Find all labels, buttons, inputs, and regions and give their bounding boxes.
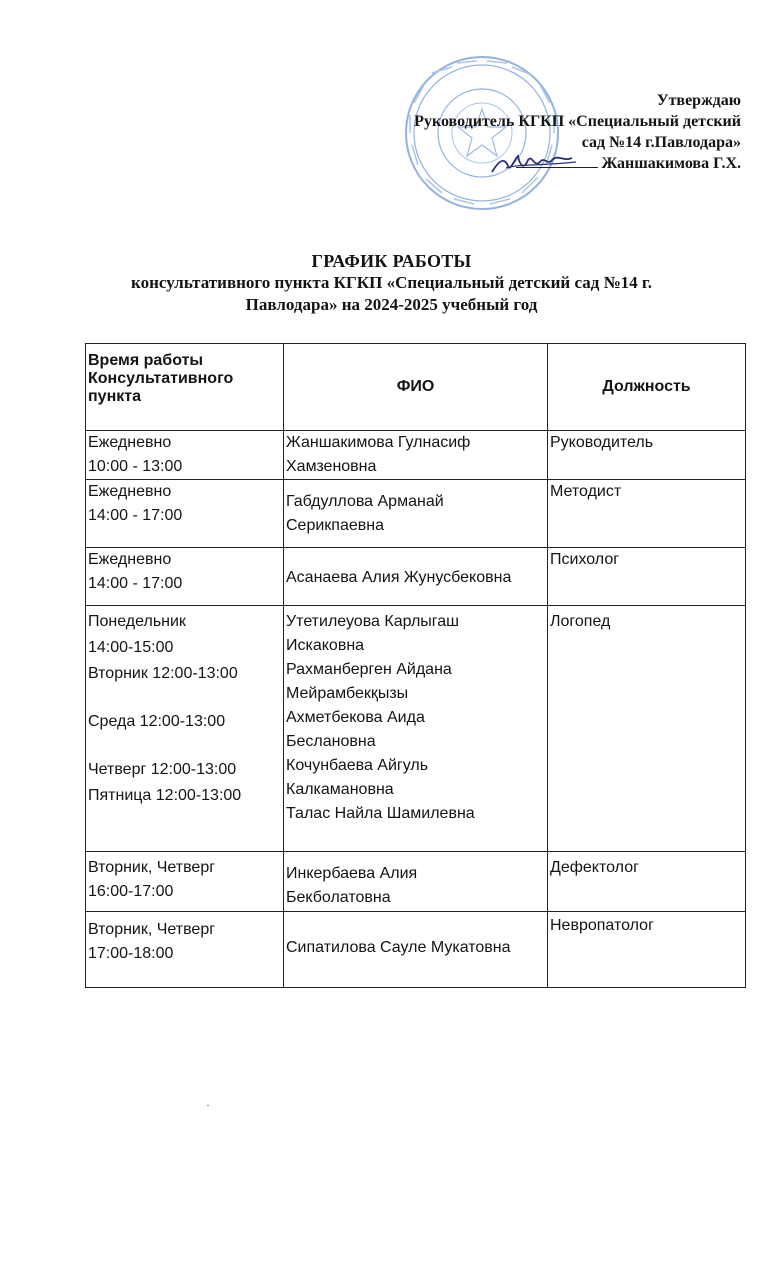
name-line: Инкербаева Алия	[286, 865, 418, 882]
header-work-time	[86, 344, 284, 431]
header-work-time-line2: Консультативного	[88, 370, 234, 387]
title-subtitle-line1: консультативного пункта КГКП «Специальный детский сад №14 г.	[131, 273, 652, 292]
approval-signatory: Жаншакимова Г.Х.	[601, 155, 741, 172]
position-cell: Логопед	[548, 606, 746, 852]
name-line: Габдуллова Арманай	[286, 493, 444, 510]
header-fullname: ФИО	[284, 344, 548, 431]
header-position: Должность	[548, 344, 746, 431]
name-line: Бекболатовна	[286, 889, 391, 906]
table-row	[86, 548, 746, 606]
position-cell: Методист	[548, 480, 746, 548]
table-row	[86, 606, 746, 852]
time-line: Ежедневно	[88, 551, 172, 568]
time-cell	[86, 852, 284, 912]
time-line: 10:00 - 13:00	[88, 458, 183, 475]
name-cell	[284, 480, 548, 548]
name-cell	[284, 548, 548, 606]
name-line: Рахманберген Айдана	[286, 661, 452, 678]
name-line: Жаншакимова Гулнасиф	[286, 434, 471, 451]
name-cell	[284, 852, 548, 912]
table-header-row	[86, 344, 746, 431]
name-line: Асанаева Алия Жунусбековна	[286, 569, 512, 586]
header-work-time-line3: пункта	[88, 388, 141, 405]
time-cell	[86, 606, 284, 852]
time-cell	[86, 912, 284, 988]
title-heading: ГРАФИК РАБОТЫ	[311, 251, 472, 271]
time-line: Вторник, Четверг	[88, 859, 216, 876]
name-line: Калкамановна	[286, 781, 394, 798]
time-line: 14:00 - 17:00	[88, 507, 183, 524]
approval-position: Руководитель КГКП «Специальный детский	[414, 113, 741, 130]
time-line: Среда 12:00-13:00	[88, 713, 226, 730]
table-row	[86, 852, 746, 912]
time-line: 17:00-18:00	[88, 945, 174, 962]
table-row	[86, 480, 746, 548]
name-cell	[284, 606, 548, 852]
name-line: Искаковна	[286, 637, 365, 654]
time-cell	[86, 548, 284, 606]
time-line: Ежедневно	[88, 434, 172, 451]
position-cell: Руководитель	[548, 431, 746, 480]
time-line: Пятница 12:00-13:00	[88, 787, 242, 804]
scan-artifact	[207, 1105, 209, 1106]
name-cell	[284, 912, 548, 988]
name-line: Серикпаевна	[286, 517, 384, 534]
position-cell: Невропатолог	[548, 912, 746, 988]
approval-organization: сад №14 г.Павлодара»	[581, 134, 741, 151]
time-line: Вторник, Четверг	[88, 921, 216, 938]
table-row	[86, 431, 746, 480]
name-line: Кочунбаева Айгуль	[286, 757, 429, 774]
name-line: Ахметбекова Аида	[286, 709, 425, 726]
time-cell	[86, 431, 284, 480]
name-line: Утетилеуова Карлыгаш	[286, 613, 459, 630]
time-line: Четверг 12:00-13:00	[88, 761, 237, 778]
name-line: Мейрамбекқызы	[286, 685, 409, 702]
time-line: 16:00-17:00	[88, 883, 174, 900]
table-row	[86, 912, 746, 988]
name-line: Хамзеновна	[286, 458, 377, 475]
schedule-table	[85, 343, 746, 988]
time-line: Ежедневно	[88, 483, 172, 500]
time-line: 14:00 - 17:00	[88, 575, 183, 592]
time-line: Понедельник	[88, 613, 186, 630]
time-line: 14:00-15:00	[88, 639, 174, 656]
name-cell	[284, 431, 548, 480]
name-line: Беслановна	[286, 733, 376, 750]
time-line: Вторник 12:00-13:00	[88, 665, 238, 682]
name-line: Талас Найла Шамилевна	[286, 805, 475, 822]
document-title	[0, 250, 783, 316]
name-line: Сипатилова Сауле Мукатовна	[286, 939, 511, 956]
position-cell: Психолог	[548, 548, 746, 606]
handwritten-signature	[488, 142, 580, 184]
time-cell	[86, 480, 284, 548]
title-subtitle-line2: Павлодара» на 2024-2025 учебный год	[245, 295, 538, 314]
approval-title: Утверждаю	[656, 92, 741, 109]
header-work-time-line1: Время работы	[88, 352, 204, 369]
position-cell: Дефектолог	[548, 852, 746, 912]
